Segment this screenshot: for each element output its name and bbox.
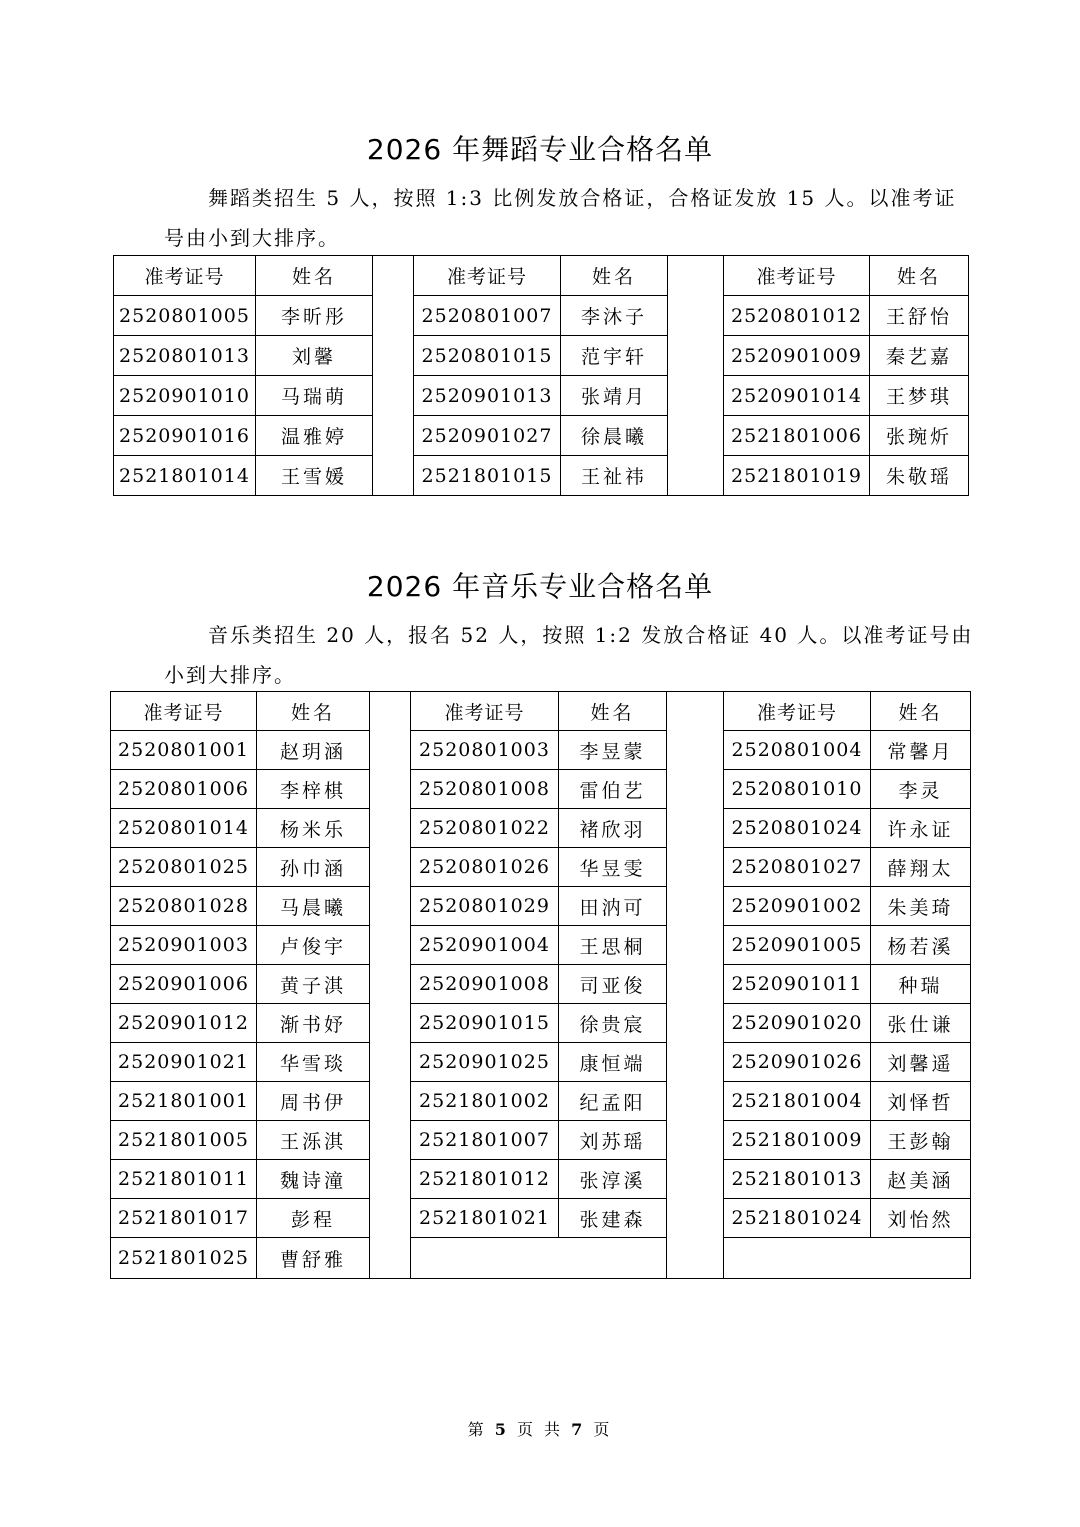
candidate-id: 2520901011 bbox=[724, 965, 871, 1004]
candidate-name: 卢俊宇 bbox=[257, 926, 370, 965]
header-id: 准考证号 bbox=[724, 256, 870, 296]
candidate-name: 张仕谦 bbox=[871, 1004, 971, 1043]
empty-cell bbox=[411, 1238, 971, 1279]
candidate-id: 2520901027 bbox=[414, 416, 561, 456]
candidate-id: 2520901003 bbox=[111, 926, 257, 965]
dance-table bbox=[113, 255, 969, 496]
music-intro-line2: 小到大排序。 bbox=[164, 663, 296, 687]
candidate-name: 王思桐 bbox=[559, 926, 667, 965]
candidate-name: 许永证 bbox=[871, 809, 971, 848]
candidate-id: 2520801025 bbox=[111, 848, 257, 887]
candidate-name: 田汭可 bbox=[559, 887, 667, 926]
footer-pre: 第 bbox=[467, 1420, 487, 1439]
table-header-row bbox=[114, 256, 969, 296]
table-row bbox=[114, 296, 969, 336]
candidate-name: 徐晨曦 bbox=[561, 416, 668, 456]
candidate-name: 李梓棋 bbox=[257, 770, 370, 809]
candidate-name: 范宇轩 bbox=[561, 336, 668, 376]
candidate-name: 张淳溪 bbox=[559, 1160, 667, 1199]
candidate-id: 2521801017 bbox=[111, 1199, 257, 1238]
table-row bbox=[111, 1121, 971, 1160]
candidate-name: 王祉祎 bbox=[561, 456, 668, 496]
table-row bbox=[111, 770, 971, 809]
candidate-name: 华雪琰 bbox=[257, 1043, 370, 1082]
candidate-name: 黄子淇 bbox=[257, 965, 370, 1004]
candidate-id: 2520901009 bbox=[724, 336, 870, 376]
candidate-name: 赵玥涵 bbox=[257, 731, 370, 770]
candidate-id: 2520901008 bbox=[411, 965, 559, 1004]
table-row bbox=[114, 376, 969, 416]
table-row bbox=[111, 1199, 971, 1238]
candidate-name: 彭程 bbox=[257, 1199, 370, 1238]
candidate-name: 王舒怡 bbox=[870, 296, 969, 336]
candidate-id: 2521801025 bbox=[111, 1238, 257, 1279]
candidate-id: 2521801012 bbox=[411, 1160, 559, 1199]
dance-intro-line2: 号由小到大排序。 bbox=[164, 226, 340, 250]
candidate-id: 2520801015 bbox=[414, 336, 561, 376]
footer-total: 7 bbox=[571, 1420, 586, 1439]
table-row bbox=[111, 1082, 971, 1121]
header-name: 姓名 bbox=[870, 256, 969, 296]
candidate-name: 朱美琦 bbox=[871, 887, 971, 926]
candidate-name: 李昕彤 bbox=[256, 296, 373, 336]
footer-post: 页 bbox=[593, 1420, 613, 1439]
table-row bbox=[114, 336, 969, 376]
music-intro-line1: 音乐类招生 20 人，报名 52 人，按照 1:2 发放合格证 40 人。以准考证号由 bbox=[208, 623, 974, 647]
header-name: 姓名 bbox=[561, 256, 668, 296]
candidate-name: 刘怡然 bbox=[871, 1199, 971, 1238]
candidate-id: 2520901020 bbox=[724, 1004, 871, 1043]
candidate-id: 2520901012 bbox=[111, 1004, 257, 1043]
candidate-name: 周书伊 bbox=[257, 1082, 370, 1121]
candidate-name: 杨米乐 bbox=[257, 809, 370, 848]
table-row bbox=[114, 416, 969, 456]
candidate-id: 2520801013 bbox=[114, 336, 256, 376]
candidate-id: 2521801001 bbox=[111, 1082, 257, 1121]
candidate-name: 马晨曦 bbox=[257, 887, 370, 926]
dance-intro-line1: 舞蹈类招生 5 人，按照 1:3 比例发放合格证，合格证发放 15 人。以准考证 bbox=[208, 186, 957, 210]
candidate-id: 2520901010 bbox=[114, 376, 256, 416]
candidate-id: 2521801007 bbox=[411, 1121, 559, 1160]
candidate-id: 2521801011 bbox=[111, 1160, 257, 1199]
candidate-name: 赵美涵 bbox=[871, 1160, 971, 1199]
candidate-id: 2520901006 bbox=[111, 965, 257, 1004]
header-name: 姓名 bbox=[871, 692, 971, 731]
candidate-id: 2520801006 bbox=[111, 770, 257, 809]
candidate-name: 秦艺嘉 bbox=[870, 336, 969, 376]
candidate-id: 2521801005 bbox=[111, 1121, 257, 1160]
column-gap bbox=[373, 256, 414, 496]
candidate-id: 2520901002 bbox=[724, 887, 871, 926]
candidate-id: 2521801015 bbox=[414, 456, 561, 496]
candidate-id: 2520801004 bbox=[724, 731, 871, 770]
header-id: 准考证号 bbox=[111, 692, 257, 731]
header-id: 准考证号 bbox=[414, 256, 561, 296]
candidate-name: 张建森 bbox=[559, 1199, 667, 1238]
candidate-id: 2520901004 bbox=[411, 926, 559, 965]
candidate-name: 朱敬瑶 bbox=[870, 456, 969, 496]
table-row bbox=[111, 965, 971, 1004]
candidate-id: 2520901014 bbox=[724, 376, 870, 416]
candidate-id: 2520801028 bbox=[111, 887, 257, 926]
column-gap bbox=[370, 692, 411, 1279]
candidate-name: 康恒端 bbox=[559, 1043, 667, 1082]
candidate-name: 魏诗潼 bbox=[257, 1160, 370, 1199]
table-row bbox=[111, 1043, 971, 1082]
table-row bbox=[111, 926, 971, 965]
candidate-name: 杨若溪 bbox=[871, 926, 971, 965]
candidate-id: 2520801026 bbox=[411, 848, 559, 887]
header-id: 准考证号 bbox=[724, 692, 871, 731]
column-gap bbox=[668, 256, 724, 496]
candidate-name: 种瑞 bbox=[871, 965, 971, 1004]
candidate-id: 2521801021 bbox=[411, 1199, 559, 1238]
table-row bbox=[111, 887, 971, 926]
candidate-name: 张琬炘 bbox=[870, 416, 969, 456]
footer-mid: 页 共 bbox=[516, 1420, 564, 1439]
page-footer bbox=[0, 1417, 1080, 1440]
candidate-name: 华昱雯 bbox=[559, 848, 667, 887]
column-gap bbox=[667, 692, 724, 1279]
candidate-name: 刘馨 bbox=[256, 336, 373, 376]
candidate-id: 2520901016 bbox=[114, 416, 256, 456]
header-id: 准考证号 bbox=[114, 256, 256, 296]
table-row bbox=[111, 1160, 971, 1199]
candidate-name: 李灵 bbox=[871, 770, 971, 809]
candidate-name: 常馨月 bbox=[871, 731, 971, 770]
header-id: 准考证号 bbox=[411, 692, 559, 731]
table-row bbox=[114, 456, 969, 496]
candidate-id: 2521801019 bbox=[724, 456, 870, 496]
candidate-name: 纪孟阳 bbox=[559, 1082, 667, 1121]
candidate-id: 2521801014 bbox=[114, 456, 256, 496]
candidate-id: 2521801004 bbox=[724, 1082, 871, 1121]
candidate-id: 2520801014 bbox=[111, 809, 257, 848]
candidate-id: 2520901025 bbox=[411, 1043, 559, 1082]
candidate-name: 徐贵宸 bbox=[559, 1004, 667, 1043]
candidate-name: 王彭翰 bbox=[871, 1121, 971, 1160]
candidate-id: 2520801001 bbox=[111, 731, 257, 770]
candidate-name: 王雪媛 bbox=[256, 456, 373, 496]
candidate-id: 2520801029 bbox=[411, 887, 559, 926]
candidate-id: 2520801027 bbox=[724, 848, 871, 887]
candidate-name: 马瑞萌 bbox=[256, 376, 373, 416]
candidate-id: 2520901026 bbox=[724, 1043, 871, 1082]
table-header-row bbox=[111, 692, 971, 731]
candidate-id: 2520801005 bbox=[114, 296, 256, 336]
header-name: 姓名 bbox=[559, 692, 667, 731]
candidate-name: 雷伯艺 bbox=[559, 770, 667, 809]
candidate-name: 褚欣羽 bbox=[559, 809, 667, 848]
candidate-id: 2520801024 bbox=[724, 809, 871, 848]
candidate-id: 2520801003 bbox=[411, 731, 559, 770]
candidate-id: 2520901005 bbox=[724, 926, 871, 965]
footer-page: 5 bbox=[494, 1420, 509, 1439]
candidate-name: 温雅婷 bbox=[256, 416, 373, 456]
table-row bbox=[111, 848, 971, 887]
table-row bbox=[111, 1004, 971, 1043]
table-row bbox=[111, 809, 971, 848]
candidate-name: 王梦琪 bbox=[870, 376, 969, 416]
candidate-id: 2521801013 bbox=[724, 1160, 871, 1199]
candidate-id: 2520901013 bbox=[414, 376, 561, 416]
candidate-name: 孙巾涵 bbox=[257, 848, 370, 887]
candidate-id: 2520801007 bbox=[414, 296, 561, 336]
candidate-id: 2521801009 bbox=[724, 1121, 871, 1160]
dance-title: 2026 年舞蹈专业合格名单 bbox=[366, 133, 714, 166]
table-row bbox=[111, 1238, 971, 1279]
candidate-name: 薛翔太 bbox=[871, 848, 971, 887]
candidate-name: 刘苏瑶 bbox=[559, 1121, 667, 1160]
candidate-id: 2520901015 bbox=[411, 1004, 559, 1043]
candidate-name: 曹舒雅 bbox=[257, 1238, 370, 1279]
candidate-id: 2520801010 bbox=[724, 770, 871, 809]
candidate-name: 刘怿哲 bbox=[871, 1082, 971, 1121]
candidate-name: 渐书妤 bbox=[257, 1004, 370, 1043]
table-row bbox=[111, 731, 971, 770]
candidate-id: 2520801012 bbox=[724, 296, 870, 336]
candidate-id: 2520801022 bbox=[411, 809, 559, 848]
candidate-id: 2520901021 bbox=[111, 1043, 257, 1082]
candidate-name: 司亚俊 bbox=[559, 965, 667, 1004]
header-name: 姓名 bbox=[256, 256, 373, 296]
music-title: 2026 年音乐专业合格名单 bbox=[366, 570, 714, 603]
header-name: 姓名 bbox=[257, 692, 370, 731]
candidate-name: 李沐子 bbox=[561, 296, 668, 336]
candidate-name: 刘馨遥 bbox=[871, 1043, 971, 1082]
candidate-id: 2521801002 bbox=[411, 1082, 559, 1121]
candidate-name: 王泺淇 bbox=[257, 1121, 370, 1160]
candidate-id: 2521801006 bbox=[724, 416, 870, 456]
candidate-name: 李昱蒙 bbox=[559, 731, 667, 770]
candidate-id: 2521801024 bbox=[724, 1199, 871, 1238]
candidate-id: 2520801008 bbox=[411, 770, 559, 809]
music-table bbox=[110, 691, 971, 1279]
candidate-name: 张靖月 bbox=[561, 376, 668, 416]
